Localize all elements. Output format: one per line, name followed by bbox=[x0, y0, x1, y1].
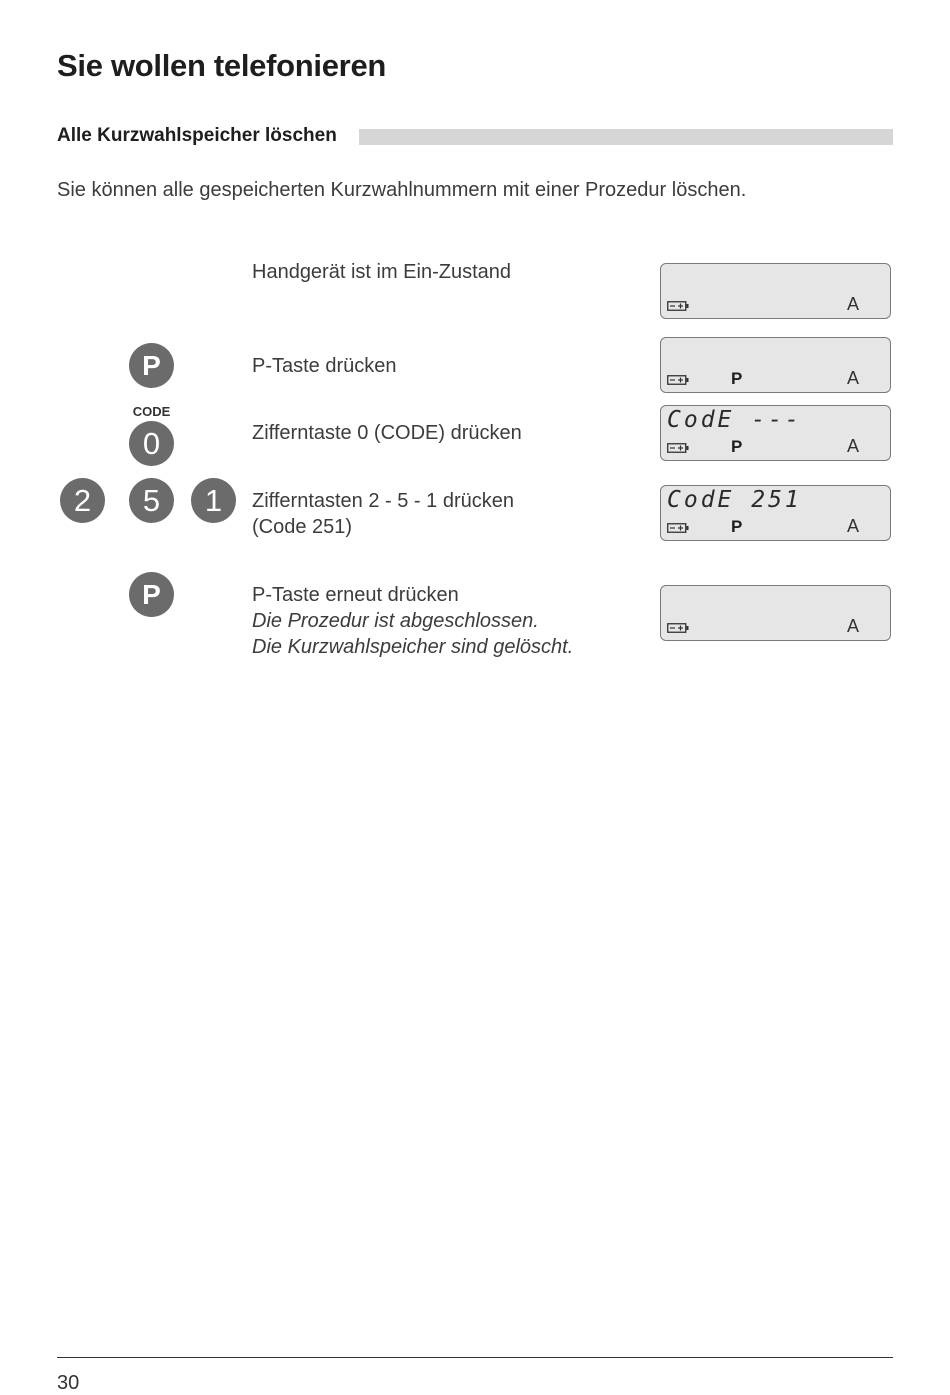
key-5-icon: 5 bbox=[129, 478, 174, 523]
display-a-indicator: A bbox=[847, 436, 860, 456]
step-4-line-2: (Code 251) bbox=[252, 516, 353, 538]
step-2-line-1: P-Taste drücken bbox=[252, 355, 397, 377]
key-0-icon: 0 bbox=[129, 421, 174, 466]
page-number: 30 bbox=[57, 1372, 80, 1394]
section-heading-bar bbox=[359, 129, 893, 145]
step-5-text bbox=[252, 582, 573, 660]
display-step-3 bbox=[660, 405, 891, 461]
step-5-result-line-2: Die Kurzwahlspeicher sind gelöscht. bbox=[252, 636, 574, 658]
display-step-2 bbox=[660, 337, 891, 393]
step-2-text bbox=[252, 353, 397, 379]
display-a-indicator: A bbox=[847, 294, 860, 314]
battery-icon bbox=[667, 375, 689, 385]
key-2-icon: 2 bbox=[60, 478, 105, 523]
display-a-indicator: A bbox=[847, 516, 860, 536]
display-p-indicator: P bbox=[731, 369, 743, 388]
battery-icon bbox=[667, 523, 689, 533]
display-step-5 bbox=[660, 585, 891, 641]
battery-icon bbox=[667, 443, 689, 453]
step-4-text bbox=[252, 488, 514, 540]
display-a-indicator: A bbox=[847, 616, 860, 636]
display-text: CodE --- bbox=[667, 407, 802, 433]
display-step-4 bbox=[660, 485, 891, 541]
step-3-text bbox=[252, 420, 522, 446]
step-4-line-1: Zifferntasten 2 - 5 - 1 drücken bbox=[252, 490, 514, 512]
p-key-icon: P bbox=[129, 572, 174, 617]
display-text: CodE 251 bbox=[667, 487, 802, 513]
display-a-indicator: A bbox=[847, 368, 860, 388]
section-heading: Alle Kurzwahlspeicher löschen bbox=[57, 125, 337, 146]
page-title: Sie wollen telefonieren bbox=[57, 48, 387, 83]
step-1-line-1: Handgerät ist im Ein-Zustand bbox=[252, 261, 512, 283]
code-label: CODE bbox=[132, 404, 171, 419]
battery-icon bbox=[667, 623, 689, 633]
step-5-result-line-1: Die Prozedur ist abgeschlossen. bbox=[252, 610, 539, 632]
step-1-text bbox=[252, 259, 511, 285]
step-5-line-1: P-Taste erneut drücken bbox=[252, 584, 459, 606]
footer-rule bbox=[57, 1357, 893, 1358]
display-p-indicator: P bbox=[731, 517, 743, 536]
battery-icon bbox=[667, 301, 689, 311]
display-step-1 bbox=[660, 263, 891, 319]
key-1-icon: 1 bbox=[191, 478, 236, 523]
intro-text: Sie können alle gespeicherten Kurzwahlnummern mit einer Prozedur löschen. bbox=[57, 179, 747, 201]
p-key-icon: P bbox=[129, 343, 174, 388]
display-p-indicator: P bbox=[731, 437, 743, 456]
step-3-line-1: Zifferntaste 0 (CODE) drücken bbox=[252, 422, 522, 444]
